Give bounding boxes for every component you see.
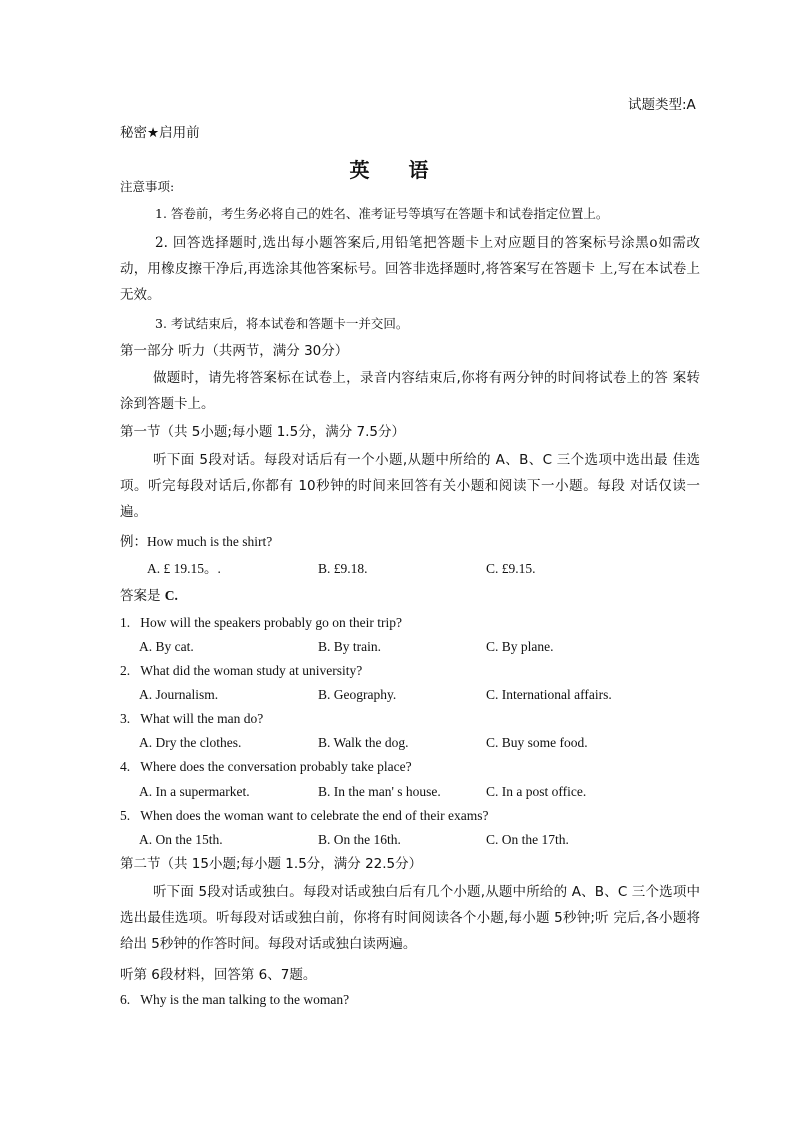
question-3 — [120, 710, 263, 728]
question-text: Where does the conversation probably take place? — [140, 759, 412, 774]
example-answer — [120, 587, 178, 605]
question-text: What will the man do? — [140, 711, 264, 726]
question-4 — [120, 758, 412, 776]
question-text: What did the woman study at university? — [140, 663, 363, 678]
q3-option-a: A. Dry the clothes. — [139, 735, 242, 750]
answer-letter: C. — [164, 588, 178, 603]
q5-option-b: B. On the 16th. — [318, 832, 401, 847]
paper-type-label: 试题类型:A — [628, 97, 696, 113]
page-title: 英 语 — [349, 158, 445, 182]
question-number: 6. — [120, 992, 131, 1007]
question-6 — [120, 991, 349, 1009]
question-number: 4. — [120, 759, 131, 774]
question-number: 1. — [120, 615, 131, 630]
example-question-text: How much is the shirt? — [147, 534, 273, 549]
example-question — [120, 533, 272, 551]
section2-intro: 听下面 5段对话或独白。每段对话或独白后有几个小题,从题中所给的 A、B、C 三个选项中选出最佳选项。听每段对话或独白前，你将有时间阅读各个小题,每小题 5秒钟;听 完后,各小题将给出 5秒钟的作答时间。每段对话或独白读两遍。 — [120, 884, 700, 952]
question-5 — [120, 807, 489, 825]
part1-intro: 做题时，请先将答案标在试卷上，录音内容结束后,你将有两分钟的时间将试卷上的答 案转涂到答题卡上。 — [120, 370, 700, 412]
answer-prefix: 答案是 — [120, 588, 165, 604]
question-number: 2. — [120, 663, 131, 678]
q1-option-a: A. By cat. — [139, 639, 194, 654]
section1-intro: 听下面 5段对话。每段对话后有一个小题,从题中所给的 A、B、C 三个选项中选出最 佳选项。听完每段对话后,你都有 10秒钟的时间来回答有关小题和阅读下一小题。每段 对话仅读一遍。 — [120, 452, 700, 520]
note-item-2: 2. 回答选择题时,选出每小题答案后,用铅笔把答题卡上对应题目的答案标号涂黑o如需改动，用橡皮擦干净后,再选涂其他答案标号。回答非选择题时,将答案写在答题卡 上,写在本试卷上无效。 — [120, 235, 700, 303]
example-option-b: B. £9.18. — [318, 561, 368, 576]
q4-option-a: A. In a supermarket. — [139, 784, 250, 799]
q5-option-a: A. On the 15th. — [139, 832, 223, 847]
q3-option-c: C. Buy some food. — [486, 735, 588, 750]
part1-heading: 第一部分 听力（共两节，满分 30分） — [120, 343, 349, 359]
q4-option-b: B. In the man' s house. — [318, 784, 441, 799]
section1-heading: 第一节（共 5小题;每小题 1.5分，满分 7.5分） — [120, 424, 405, 440]
question-text: Why is the man talking to the woman? — [140, 992, 350, 1007]
example-option-a: A. £ 19.15。. — [147, 561, 221, 576]
example-option-c: C. £9.15. — [486, 561, 536, 576]
q4-option-c: C. In a post office. — [486, 784, 587, 799]
q5-option-c: C. On the 17th. — [486, 832, 569, 847]
example-label: 例： — [120, 534, 147, 550]
question-number: 5. — [120, 808, 131, 823]
q2-option-c: C. International affairs. — [486, 687, 612, 702]
material-note: 听第 6段材料，回答第 6、7题。 — [120, 967, 317, 983]
q2-option-a: A. Journalism. — [139, 687, 219, 702]
note-item-3: 3. 考试结束后，将本试卷和答题卡一并交回。 — [155, 316, 409, 331]
q1-option-c: C. By plane. — [486, 639, 554, 654]
note-item-1: 1. 答卷前，考生务必将自己的姓名、准考证号等填写在答题卡和试卷指定位置上。 — [155, 206, 609, 221]
section2-heading: 第二节（共 15小题;每小题 1.5分，满分 22.5分） — [120, 856, 423, 872]
q1-option-b: B. By train. — [318, 639, 381, 654]
q2-option-b: B. Geography. — [318, 687, 397, 702]
question-text: How will the speakers probably go on their trip? — [140, 615, 402, 630]
notes-heading: 注意事项: — [120, 179, 175, 194]
question-number: 3. — [120, 711, 131, 726]
confidential-label: 秘密★启用前 — [120, 125, 200, 141]
question-1 — [120, 614, 402, 632]
q3-option-b: B. Walk the dog. — [318, 735, 409, 750]
question-2 — [120, 662, 362, 680]
question-text: When does the woman want to celebrate the end of their exams? — [140, 808, 489, 823]
